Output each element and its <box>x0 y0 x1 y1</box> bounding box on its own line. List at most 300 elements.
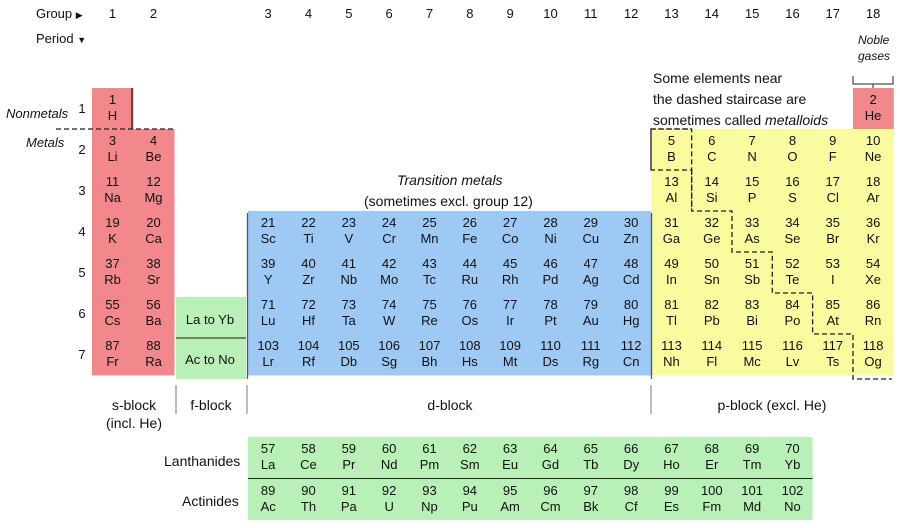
group-number: 3 <box>264 6 272 21</box>
element-symbol: No <box>784 499 801 514</box>
atomic-number: 69 <box>744 441 760 456</box>
element-symbol: La <box>260 457 276 472</box>
element-symbol: Nb <box>340 272 358 287</box>
atomic-number: 106 <box>378 338 400 353</box>
element-symbol: H <box>107 108 118 123</box>
element-symbol: Ag <box>582 272 599 287</box>
atomic-number: 98 <box>623 483 639 498</box>
atomic-number: 94 <box>462 483 478 498</box>
atomic-number: 67 <box>664 441 679 456</box>
actinides-label: Actinides <box>182 493 239 509</box>
element-symbol: Ti <box>303 231 314 246</box>
element-symbol: Se <box>784 231 801 246</box>
metalloid-note-line1: Some elements near <box>653 70 783 86</box>
atomic-number: 91 <box>341 483 357 498</box>
group-number: 6 <box>385 6 393 21</box>
atomic-number: 32 <box>704 215 720 230</box>
element-cell-Cr <box>369 215 409 247</box>
element-cell-P <box>732 174 772 206</box>
transition-metals-title: Transition metals <box>397 172 503 188</box>
element-cell-Ds <box>530 338 570 370</box>
element-cell-Cu <box>571 215 611 247</box>
element-cell-Rh <box>490 256 530 288</box>
element-cell-Nh <box>651 338 691 370</box>
element-symbol: Al <box>665 190 678 205</box>
atomic-number: 57 <box>260 441 276 456</box>
element-symbol: O <box>787 149 798 164</box>
element-symbol: Tm <box>742 457 762 472</box>
element-cell-Sb <box>732 256 772 288</box>
element-cell-Re <box>409 297 449 329</box>
element-symbol: Mo <box>380 272 399 287</box>
atomic-number: 1 <box>108 92 117 107</box>
group-number: 12 <box>623 6 639 21</box>
atomic-number: 75 <box>422 297 437 312</box>
element-cell-Hg <box>611 297 651 329</box>
element-cell-Si <box>692 174 732 206</box>
element-symbol: Sb <box>744 272 761 287</box>
atomic-number: 73 <box>341 297 357 312</box>
atomic-number: 43 <box>422 256 437 271</box>
atomic-number: 93 <box>422 483 437 498</box>
element-symbol: Yb <box>784 457 801 472</box>
element-symbol: Ir <box>506 313 515 328</box>
atomic-number: 16 <box>785 174 800 189</box>
element-cell-Og <box>853 338 893 370</box>
element-cell-Ir <box>490 297 530 329</box>
element-symbol: Rh <box>501 272 519 287</box>
element-cell-Mt <box>490 338 530 370</box>
element-symbol: Au <box>582 313 599 328</box>
period-number: 2 <box>78 142 86 157</box>
atomic-number: 70 <box>785 441 800 456</box>
element-symbol: Xe <box>865 272 882 287</box>
atomic-number: 23 <box>341 215 357 230</box>
element-cell-Br <box>813 215 853 247</box>
element-symbol: Fm <box>702 499 722 514</box>
element-symbol: Pb <box>703 313 720 328</box>
element-cell-Rf <box>288 338 328 370</box>
element-symbol: Bh <box>421 354 438 369</box>
element-symbol: U <box>384 499 394 514</box>
atomic-number: 79 <box>583 297 599 312</box>
atomic-number: 10 <box>865 133 881 148</box>
group-number: 5 <box>345 6 353 21</box>
element-symbol: Be <box>145 149 162 164</box>
element-cell-Bk <box>571 483 611 515</box>
element-symbol: N <box>747 149 757 164</box>
period-number: 5 <box>78 265 86 280</box>
atomic-number: 29 <box>583 215 599 230</box>
element-symbol: Tc <box>422 272 436 287</box>
element-symbol: Re <box>421 313 438 328</box>
element-cell-W <box>369 297 409 329</box>
group-number: 18 <box>865 6 881 21</box>
element-symbol: Rb <box>104 272 121 287</box>
element-symbol: K <box>108 231 117 246</box>
element-cell-Li <box>92 133 133 165</box>
la-to-yb-placeholder: La to Yb <box>185 312 235 327</box>
atomic-number: 80 <box>623 297 639 312</box>
atomic-number: 47 <box>583 256 599 271</box>
element-symbol: Ne <box>864 149 882 164</box>
f-block-label: f-block <box>190 397 232 413</box>
element-cell-Na <box>92 174 133 206</box>
atomic-number: 14 <box>704 174 720 189</box>
atomic-number: 65 <box>583 441 599 456</box>
atomic-number: 99 <box>664 483 679 498</box>
element-symbol: Cf <box>624 499 638 514</box>
atomic-number: 66 <box>623 441 639 456</box>
element-cell-Os <box>450 297 490 329</box>
element-cell-Ga <box>651 215 691 247</box>
element-cell-Fm <box>692 483 732 515</box>
element-symbol: Og <box>864 354 882 369</box>
atomic-number: 12 <box>146 174 161 189</box>
element-symbol: Gd <box>541 457 560 472</box>
element-symbol: Zn <box>623 231 639 246</box>
element-symbol: Lr <box>262 354 274 369</box>
element-cell-Bi <box>732 297 772 329</box>
element-cell-Be <box>133 133 174 165</box>
element-symbol: Rf <box>301 354 315 369</box>
s-block-label-line1: s-block <box>111 397 157 413</box>
group-number: 15 <box>744 6 760 21</box>
element-cell-Ac <box>248 483 288 515</box>
element-symbol: Ta <box>341 313 356 328</box>
element-cell-Pu <box>450 483 490 515</box>
element-cell-F <box>813 133 853 165</box>
element-cell-Fl <box>692 338 732 370</box>
element-symbol: Ni <box>544 231 557 246</box>
element-cell-Cs <box>92 297 133 329</box>
atomic-number: 92 <box>381 483 397 498</box>
element-symbol: Cl <box>826 190 839 205</box>
atomic-number: 30 <box>623 215 639 230</box>
element-cell-Rn <box>853 297 893 329</box>
element-symbol: Co <box>501 231 519 246</box>
element-cell-In <box>651 256 691 288</box>
element-cell-B <box>651 133 691 165</box>
element-symbol: Hg <box>622 313 640 328</box>
metalloid-note-line3 <box>653 112 828 128</box>
atomic-number: 86 <box>865 297 881 312</box>
group-number: 8 <box>466 6 474 21</box>
element-cell-H <box>92 92 133 124</box>
metalloid-note-line2: the dashed staircase are <box>653 91 807 107</box>
group-number: 16 <box>785 6 800 21</box>
element-cell-Sn <box>692 256 732 288</box>
element-cell-Ho <box>651 441 691 473</box>
element-symbol: Ga <box>662 231 681 246</box>
atomic-number: 4 <box>149 133 158 148</box>
element-cell-Au <box>571 297 611 329</box>
element-cell-V <box>329 215 369 247</box>
element-cell-U <box>369 483 409 515</box>
element-symbol: Fr <box>106 354 119 369</box>
atomic-number: 103 <box>257 338 280 353</box>
element-symbol: Br <box>826 231 840 246</box>
atomic-number: 109 <box>499 338 521 353</box>
element-symbol: Po <box>784 313 801 328</box>
atomic-number: 81 <box>664 297 679 312</box>
s-block-label-line2: (incl. He) <box>105 415 162 431</box>
atomic-number: 60 <box>381 441 397 456</box>
atomic-number: 97 <box>583 483 599 498</box>
element-symbol: Tb <box>583 457 599 472</box>
element-symbol: Mc <box>743 354 761 369</box>
atomic-number: 9 <box>829 133 837 148</box>
lanthanides-label: Lanthanides <box>164 453 241 469</box>
atomic-number: 7 <box>748 133 756 148</box>
group-label-text: Group <box>36 6 73 21</box>
atomic-number: 38 <box>146 256 161 271</box>
element-cell-Cm <box>530 483 570 515</box>
atomic-number: 25 <box>422 215 437 230</box>
atomic-number: 114 <box>701 338 723 353</box>
element-symbol: Y <box>263 272 273 287</box>
metalloid-note-prefix: sometimes called <box>653 112 766 128</box>
atomic-number: 56 <box>146 297 161 312</box>
element-cell-Pr <box>329 441 369 473</box>
element-cell-Al <box>651 174 691 206</box>
element-symbol: Ho <box>663 457 680 472</box>
atomic-number: 83 <box>744 297 760 312</box>
group-number: 10 <box>543 6 558 21</box>
element-cell-Nd <box>369 441 409 473</box>
atomic-number: 110 <box>540 338 561 353</box>
period-number: 1 <box>78 101 86 116</box>
atomic-number: 58 <box>301 441 316 456</box>
element-symbol: Kr <box>866 231 880 246</box>
atomic-number: 84 <box>785 297 800 312</box>
atomic-number: 42 <box>381 256 397 271</box>
p-block-label: p-block (excl. He) <box>717 397 827 413</box>
atomic-number: 41 <box>341 256 357 271</box>
element-cell-Sm <box>450 441 490 473</box>
element-cell-Mg <box>133 174 174 206</box>
triangle-down-icon: ▼ <box>77 35 87 45</box>
element-symbol: He <box>864 108 882 123</box>
atomic-number: 37 <box>105 256 120 271</box>
element-symbol: Am <box>500 499 520 514</box>
element-cell-Lv <box>772 338 812 370</box>
atomic-number: 45 <box>502 256 518 271</box>
element-symbol: Pd <box>542 272 559 287</box>
element-symbol: Ca <box>145 231 162 246</box>
atomic-number: 11 <box>105 174 120 189</box>
atomic-number: 88 <box>146 338 161 353</box>
element-cell-Dy <box>611 441 651 473</box>
element-cell-Ag <box>571 256 611 288</box>
element-symbol: Ce <box>300 457 317 472</box>
element-cell-Lr <box>248 338 288 370</box>
atomic-number: 22 <box>301 215 316 230</box>
element-cell-Kr <box>853 215 893 247</box>
atomic-number: 64 <box>543 441 558 456</box>
element-cell-La <box>248 441 288 473</box>
atomic-number: 2 <box>869 92 877 107</box>
element-cell-Pb <box>692 297 732 329</box>
atomic-number: 77 <box>502 297 518 312</box>
element-cell-Ru <box>450 256 490 288</box>
element-symbol: Os <box>461 313 479 328</box>
element-cell-Eu <box>490 441 530 473</box>
group-number: 17 <box>825 6 841 21</box>
element-symbol: Ra <box>145 354 162 369</box>
element-symbol: Es <box>663 499 680 514</box>
element-cell-No <box>772 483 812 515</box>
element-cell-Cd <box>611 256 651 288</box>
element-symbol: Mg <box>144 190 163 205</box>
atomic-number: 27 <box>502 215 518 230</box>
element-symbol: Sm <box>460 457 480 472</box>
element-cell-Ge <box>692 215 732 247</box>
element-cell-Fe <box>450 215 490 247</box>
element-symbol: Hf <box>301 313 315 328</box>
period-number: 3 <box>78 183 86 198</box>
element-cell-Hs <box>450 338 490 370</box>
element-symbol: Ds <box>542 354 559 369</box>
transition-metals-subtitle: (sometimes excl. group 12) <box>364 193 533 209</box>
element-cell-As <box>732 215 772 247</box>
element-cell-Zr <box>288 256 328 288</box>
element-symbol: At <box>826 313 839 328</box>
atomic-number: 49 <box>664 256 679 271</box>
atomic-number: 39 <box>260 256 276 271</box>
atomic-number: 46 <box>543 256 558 271</box>
atomic-number: 112 <box>620 338 642 353</box>
element-symbol: Tl <box>666 313 677 328</box>
element-symbol: Pm <box>419 457 440 472</box>
element-symbol: Nh <box>663 354 680 369</box>
atomic-number: 71 <box>260 297 276 312</box>
atomic-number: 48 <box>623 256 639 271</box>
group-number: 2 <box>149 6 158 21</box>
element-symbol: Cm <box>540 499 561 514</box>
atomic-number: 82 <box>704 297 720 312</box>
element-cell-Gd <box>530 441 570 473</box>
element-symbol: B <box>667 149 676 164</box>
element-symbol: Lv <box>785 354 800 369</box>
element-symbol: Th <box>300 499 317 514</box>
element-cell-O <box>772 133 812 165</box>
element-cell-Mc <box>732 338 772 370</box>
atomic-number: 95 <box>502 483 518 498</box>
element-symbol: Rn <box>864 313 882 328</box>
atomic-number: 74 <box>381 297 397 312</box>
element-symbol: As <box>744 231 760 246</box>
element-cell-Sc <box>248 215 288 247</box>
element-symbol: Sr <box>147 272 160 287</box>
element-cell-Se <box>772 215 812 247</box>
element-cell-Ba <box>133 297 174 329</box>
element-cell-S <box>772 174 812 206</box>
atomic-number: 34 <box>785 215 800 230</box>
element-cell-Ta <box>329 297 369 329</box>
element-cell-Pt <box>530 297 570 329</box>
atomic-number: 52 <box>785 256 800 271</box>
element-symbol: Fl <box>706 354 718 369</box>
period-label-text: Period <box>36 31 74 46</box>
element-symbol: Bk <box>583 499 599 514</box>
element-cell-I <box>813 256 853 288</box>
element-cell-Tl <box>651 297 691 329</box>
element-cell-Xe <box>853 256 893 288</box>
atomic-number: 44 <box>462 256 478 271</box>
group-number: 1 <box>108 6 117 21</box>
atomic-number: 72 <box>301 297 316 312</box>
atomic-number: 61 <box>422 441 437 456</box>
element-cell-Db <box>329 338 369 370</box>
atomic-number: 6 <box>708 133 716 148</box>
element-symbol: Fe <box>462 231 478 246</box>
atomic-number: 50 <box>704 256 720 271</box>
metalloid-note-italic: metalloids <box>765 112 829 128</box>
atomic-number: 40 <box>301 256 316 271</box>
atomic-number: 15 <box>744 174 760 189</box>
noble-gases-bracket <box>853 76 893 84</box>
element-cell-Rb <box>92 256 133 288</box>
element-symbol: C <box>707 149 717 164</box>
element-cell-Tb <box>571 441 611 473</box>
period-number: 7 <box>78 347 86 362</box>
element-cell-Es <box>651 483 691 515</box>
period-label <box>36 31 86 46</box>
atomic-number: 68 <box>704 441 720 456</box>
element-cell-Ti <box>288 215 328 247</box>
atomic-number: 24 <box>381 215 397 230</box>
element-symbol: Bi <box>746 313 758 328</box>
atomic-number: 26 <box>462 215 478 230</box>
atomic-number: 33 <box>744 215 760 230</box>
element-cell-Y <box>248 256 288 288</box>
element-cell-Po <box>772 297 812 329</box>
element-cell-Lu <box>248 297 288 329</box>
element-cell-Yb <box>772 441 812 473</box>
atomic-number: 115 <box>741 338 763 353</box>
element-symbol: Si <box>706 190 718 205</box>
atomic-number: 107 <box>418 338 441 353</box>
element-symbol: Np <box>421 499 438 514</box>
element-cell-Ce <box>288 441 328 473</box>
period-number: 4 <box>78 224 86 239</box>
element-cell-Sr <box>133 256 174 288</box>
atomic-number: 108 <box>458 338 481 353</box>
element-cell-Ni <box>530 215 570 247</box>
element-cell-Bh <box>409 338 449 370</box>
atomic-number: 100 <box>700 483 723 498</box>
element-cell-Cf <box>611 483 651 515</box>
element-cell-Ca <box>133 215 174 247</box>
element-symbol: Ac <box>260 499 276 514</box>
element-cell-Zn <box>611 215 651 247</box>
element-symbol: Cn <box>622 354 640 369</box>
element-cell-Md <box>732 483 772 515</box>
atomic-number: 59 <box>341 441 357 456</box>
atomic-number: 78 <box>543 297 558 312</box>
element-cell-Mn <box>409 215 449 247</box>
atomic-number: 105 <box>337 338 360 353</box>
element-symbol: Li <box>107 149 118 164</box>
element-symbol: Na <box>104 190 121 205</box>
element-symbol: W <box>383 313 396 328</box>
element-symbol: Eu <box>502 457 519 472</box>
element-symbol: Mn <box>420 231 439 246</box>
element-symbol: Sc <box>260 231 276 246</box>
triangle-right-icon: ▶ <box>75 10 83 20</box>
atomic-number: 102 <box>781 483 804 498</box>
